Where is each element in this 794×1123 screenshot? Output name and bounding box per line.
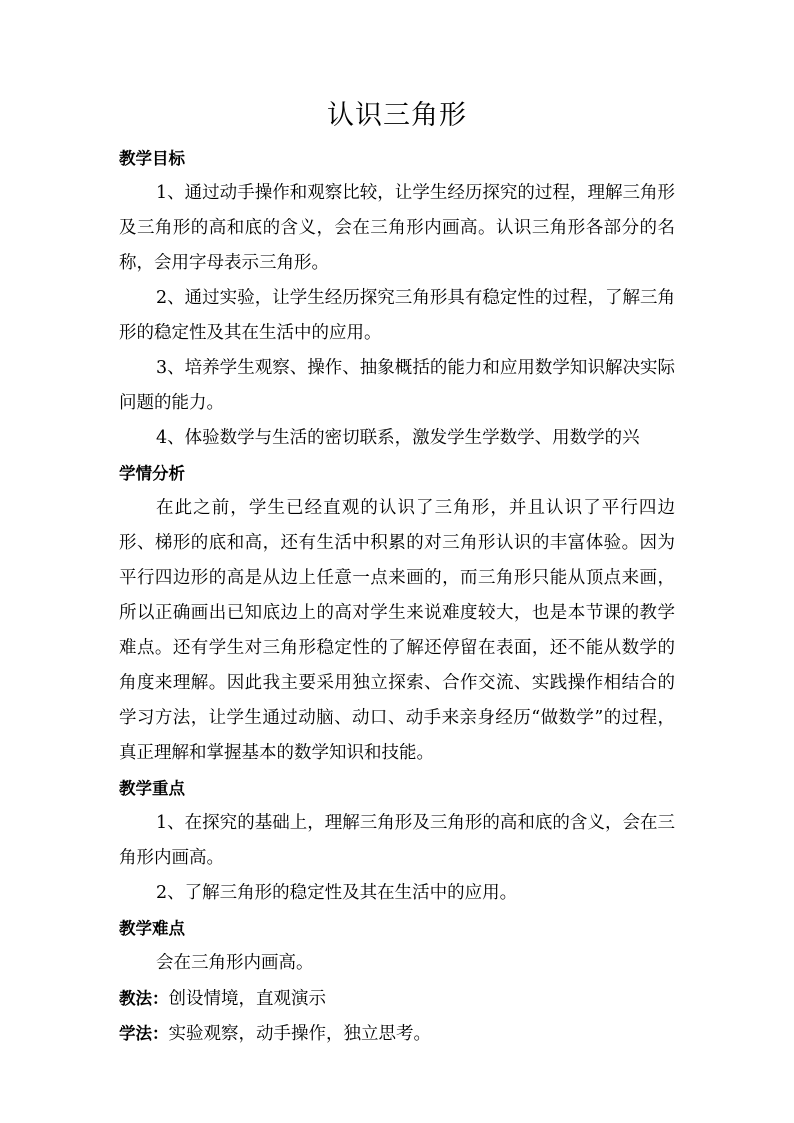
difficulty-text: 会在三角形内画高。 xyxy=(156,953,314,973)
learning-method-line xyxy=(119,1016,675,1051)
analysis-paragraph: 在此之前，学生已经直观的认识了三角形，并且认识了平行四边形、梯形的底和高，还有生活中积累的对三角形认识的丰富体验。因为平行四边形的高是从边上任意一点来画的，而三角形只能从顶点来画，所以正确画出已知底边上的高对学生来说难度较大，也是本节课的教学难点。还有学生对三角形稳定性的了解还停留在表面，还不能从数学的角度来理解。因此我主要采用独立探索、合作交流、实践操作相结合的学习方法，让学生通过动脑、动口、动手来亲身经历“做数学”的过程，真正理解和掌握基本的数学知识和技能。 xyxy=(119,498,675,763)
objective-item-4: 4、体验数学与生活的密切联系，激发学生学数学、用数学的兴 xyxy=(156,428,640,448)
objective-item-3: 3、培养学生观察、操作、抽象概括的能力和应用数学知识解决实际问题的能力。 xyxy=(119,358,675,413)
section-heading-difficulties: 教学难点 xyxy=(119,919,185,938)
objective-item-2: 2、通过实验，让学生经历探究三角形具有稳定性的过程，了解三角形的稳定性及其在生活中的应用。 xyxy=(119,288,675,343)
learning-method-text: 实验观察，动手操作，独立思考。 xyxy=(168,1024,431,1044)
document-body xyxy=(119,141,675,1051)
section-heading-analysis: 学情分析 xyxy=(119,464,185,483)
objective-item-1: 1、通过动手操作和观察比较，让学生经历探究的过程，理解三角形及三角形的高和底的含义，会在三角形内画高。认识三角形各部分的名称，会用字母表示三角形。 xyxy=(119,183,675,273)
teaching-method-line xyxy=(119,981,675,1016)
teaching-method-text: 创设情境，直观演示 xyxy=(168,989,326,1009)
teaching-method-label: 教法： xyxy=(119,989,169,1008)
learning-method-label: 学法： xyxy=(119,1024,169,1043)
key-point-item-2: 2、了解三角形的稳定性及其在生活中的应用。 xyxy=(156,883,518,903)
key-point-item-1: 1、在探究的基础上，理解三角形及三角形的高和底的含义，会在三角形内画高。 xyxy=(119,813,675,868)
section-heading-objectives: 教学目标 xyxy=(119,149,185,168)
section-heading-key-points: 教学重点 xyxy=(119,779,185,798)
page-title: 认识三角形 xyxy=(327,100,467,131)
